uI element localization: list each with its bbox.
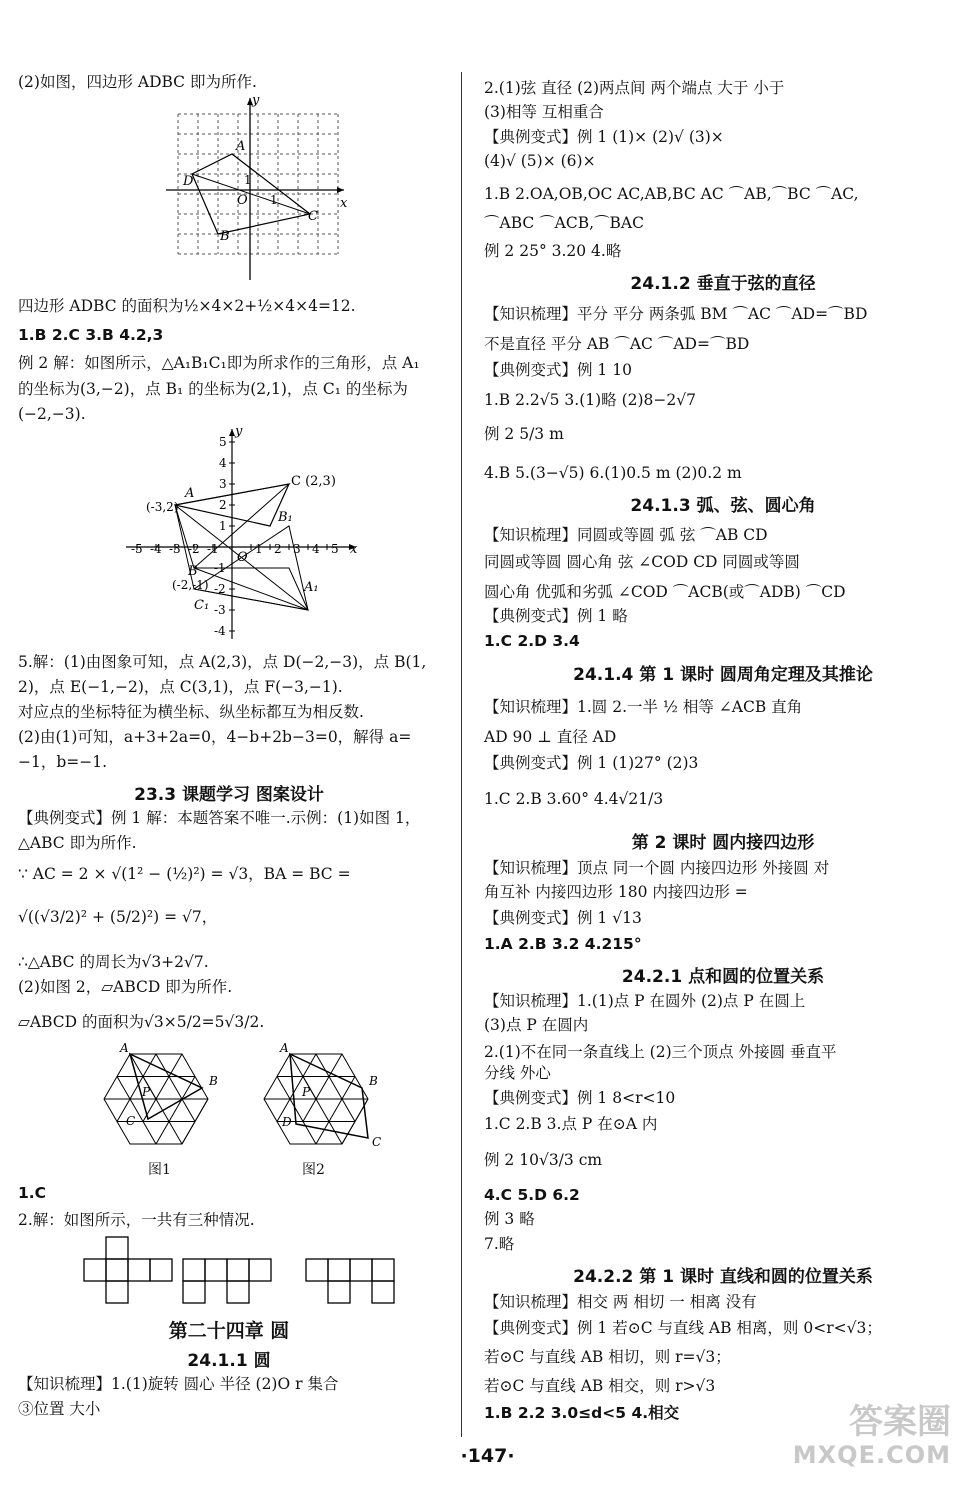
- answer-line: 1.B 2.2 3.0≤d<5 4.相交: [484, 1404, 680, 1422]
- answer-line: 4.B 5.(3−√5) 6.(1)0.5 m (2)0.2 m: [484, 464, 742, 482]
- hex1-p-label: P: [142, 1085, 151, 1099]
- y-unit-label: 1: [244, 173, 252, 187]
- x-tick-label: 3: [293, 542, 301, 556]
- answer-line: 1.A 2.B 3.2 4.215°: [484, 935, 642, 953]
- section-heading: 24.1.4 第 1 课时 圆周角定理及其推论: [573, 665, 873, 685]
- y-tick-label: -3: [214, 603, 226, 617]
- hexagon-figure-1: [98, 1042, 228, 1162]
- y-tick-label: -2: [214, 582, 226, 596]
- hex2-a-label: A: [280, 1042, 289, 1055]
- text-line: 【典例变式】例 1 解：本题答案不唯一.示例：(1)如图 1，: [18, 809, 421, 827]
- text-line: 例 2 解：如图所示，△A₁B₁C₁即为所求作的三角形，点 A₁: [18, 354, 420, 372]
- x-tick-label: -3: [169, 542, 181, 556]
- point-b-label: B: [188, 564, 198, 579]
- chapter-heading: 第二十四章 圆: [168, 1320, 290, 1342]
- hex1-a-label: A: [120, 1042, 129, 1055]
- text-line: 2.(1)不在同一条直线上 (2)三个顶点 外接圆 垂直平: [484, 1043, 837, 1061]
- hex2-b-label: B: [369, 1074, 378, 1088]
- watermark-url: MXQE.COM: [792, 1441, 951, 1469]
- text-line: 对应点的坐标特征为横坐标、纵坐标都互为相反数.: [18, 703, 364, 721]
- figure-caption: 图1: [148, 1162, 171, 1178]
- text-line: (2)由(1)可知，a+3+2a=0，4−b+2b−3=0，解得 a=: [18, 728, 412, 746]
- y-tick-label: 4: [219, 456, 227, 470]
- text-line: 角互补 内接四边形 180 内接四边形 =: [484, 883, 748, 901]
- text-line: 【典例变式】例 1 (1)27° (2)3: [484, 754, 699, 772]
- hex1-c-label: C: [126, 1114, 136, 1128]
- coordinate-graph-adbc: [160, 92, 350, 282]
- text-line: 【典例变式】例 1 8<r<10: [484, 1089, 676, 1107]
- column-divider: [461, 72, 462, 1437]
- text-line: 【典例变式】例 1 √13: [484, 909, 642, 927]
- answer-line: 4.C 5.D 6.2: [484, 1186, 580, 1204]
- watermark: [793, 1403, 951, 1469]
- text-line: (−2,−3).: [18, 405, 86, 423]
- text-line: ⌒ABC ⌒ACB,⌒BAC: [484, 214, 644, 232]
- coordinate-graph-a1b1c1: [118, 425, 358, 645]
- x-tick-label: -2: [188, 542, 200, 556]
- text-line: 同圆或等圆 圆心角 弦 ∠COD CD 同圆或等圆: [484, 553, 800, 571]
- text-line: 【典例变式】例 1 若⊙C 与直线 AB 相离，则 0<r<√3；: [484, 1319, 882, 1337]
- origin-label: O: [237, 193, 248, 208]
- text-line: (3)相等 互相重合: [484, 103, 604, 121]
- section-heading: 24.2.1 点和圆的位置关系: [621, 967, 825, 987]
- y-tick-label: -4: [214, 624, 226, 638]
- text-line: 【知识梳理】同圆或等圆 弧 弦 ⌒AB CD: [484, 526, 768, 544]
- answer-line: 1.C 2.D 3.4: [484, 632, 580, 650]
- text-line: 例 2 5/3 m: [484, 425, 564, 443]
- x-tick-label: 2: [274, 542, 282, 556]
- answer-line: 1.B 2.2√5 3.(1)略 (2)8−2√7: [484, 391, 696, 409]
- answer-line: 1.C 2.B 3.点 P 在⊙A 内: [484, 1115, 658, 1133]
- hex2-p-label: P: [302, 1085, 311, 1099]
- cube-nets-figure: [78, 1234, 418, 1314]
- point-a-coord: (-3,2): [146, 500, 179, 514]
- section-heading: 24.1.1 圆: [187, 1351, 271, 1371]
- section-heading: 24.2.2 第 1 课时 直线和圆的位置关系: [573, 1267, 873, 1287]
- y-axis-label: y: [252, 93, 260, 108]
- x-axis-label: x: [350, 542, 358, 557]
- text-line: 【知识梳理】平分 平分 两条弧 BM ⌒AC ⌒AD=⌒BD: [484, 305, 868, 323]
- text-line: 2)，点 E(−1,−2)，点 C(3,1)，点 F(−3,−1).: [18, 678, 343, 696]
- answer-line: 1.C: [18, 1184, 47, 1202]
- answer-line: 1.C 2.B 3.60° 4.4√21/3: [484, 790, 664, 808]
- text-line: 分线 外心: [484, 1064, 551, 1082]
- text-line: (2)如图，四边形 ADBC 即为所作.: [18, 73, 257, 91]
- formula-line: ▱ABCD 的面积为√3×5/2=5√3/2.: [18, 1013, 265, 1031]
- answer-line: 1.B 2.OA,OB,OC AC,AB,BC AC ⌒AB,⌒BC ⌒AC,: [484, 185, 859, 203]
- point-a-label: A: [236, 139, 246, 154]
- text-line: (2)如图 2，▱ABCD 即为所作.: [18, 978, 233, 996]
- x-unit-label: 1: [270, 193, 278, 207]
- text-line: 7.略: [484, 1235, 515, 1253]
- x-tick-label: 1: [255, 542, 263, 556]
- text-line: △ABC 即为所作.: [18, 834, 137, 852]
- text-line: 【典例变式】例 1 略: [484, 607, 628, 625]
- y-tick-label: 2: [219, 498, 227, 512]
- y-tick-label: 5: [219, 435, 227, 449]
- text-line: 若⊙C 与直线 AB 相交，则 r>√3: [484, 1377, 716, 1395]
- text-line: 例 2 25° 3.20 4.略: [484, 242, 622, 260]
- section-heading: 24.1.2 垂直于弦的直径: [630, 274, 816, 294]
- figure-caption: 图2: [302, 1162, 325, 1178]
- text-line: AD 90 ⊥ 直径 AD: [484, 728, 617, 746]
- point-a-label: A: [185, 486, 195, 501]
- hex2-c-label: C: [372, 1135, 382, 1149]
- origin-label: O: [237, 550, 248, 565]
- text-line: 【知识梳理】相交 两 相切 一 相离 没有: [484, 1293, 757, 1311]
- text-line: 2.解：如图所示，一共有三种情况.: [18, 1211, 255, 1229]
- text-line: 【知识梳理】1.(1)点 P 在圆外 (2)点 P 在圆上: [484, 992, 806, 1010]
- y-tick-label: -1: [214, 561, 226, 575]
- text-line: 【典例变式】例 1 10: [484, 361, 632, 379]
- text-line: 例 3 略: [484, 1210, 535, 1228]
- point-c-label: C (2,3): [291, 474, 336, 489]
- section-heading: 23.3 课题学习 图案设计: [134, 785, 324, 805]
- text-line: ③位置 大小: [18, 1400, 101, 1418]
- point-c1-label: C₁: [194, 598, 210, 613]
- text-line: (3)点 P 在圆内: [484, 1016, 589, 1034]
- text-line: 不是直径 平分 AB ⌒AC ⌒AD=⌒BD: [484, 335, 750, 353]
- text-line: 的坐标为(3,−2)，点 B₁ 的坐标为(2,1)，点 C₁ 的坐标为: [18, 380, 408, 398]
- text-line: 2.(1)弦 直径 (2)两点间 两个端点 大于 小于: [484, 79, 785, 97]
- point-c-label: C: [308, 209, 318, 224]
- formula-line: ∵ AC = 2 × √(1² − (½)²) = √3，BA = BC =: [18, 865, 351, 883]
- text-line: 若⊙C 与直线 AB 相切，则 r=√3；: [484, 1348, 731, 1366]
- text-line: −1，b=−1.: [18, 753, 108, 771]
- x-tick-label: 4: [312, 542, 320, 556]
- x-tick-label: 5: [331, 542, 339, 556]
- section-heading: 24.1.3 弧、弦、圆心角: [630, 496, 816, 516]
- point-b-coord: (-2,-1): [172, 578, 209, 592]
- point-b1-label: B₁: [278, 510, 293, 525]
- watermark-text: 答案圈: [849, 1402, 951, 1442]
- point-d-label: D: [183, 174, 194, 189]
- point-a1-label: A₁: [304, 580, 319, 595]
- page-number: ·147·: [460, 1445, 515, 1467]
- x-axis-label: x: [340, 196, 348, 211]
- point-b-label: B: [220, 229, 230, 244]
- hex1-b-label: B: [209, 1074, 218, 1088]
- answer-line: 1.B 2.C 3.B 4.2,3: [18, 326, 164, 344]
- text-line: 圆心角 优弧和劣弧 ∠COD ⌒ACB(或⌒ADB) ⌒CD: [484, 583, 846, 601]
- text-line: 四边形 ADBC 的面积为½×4×2+½×4×4=12.: [18, 297, 356, 315]
- x-tick-label: -4: [150, 542, 162, 556]
- y-tick-label: 3: [219, 477, 227, 491]
- formula-line: √((√3/2)² + (5/2)²) = √7，: [18, 908, 218, 926]
- text-line: 【知识梳理】1.(1)旋转 圆心 半径 (2)O r 集合: [18, 1375, 339, 1393]
- section-heading: 第 2 课时 圆内接四边形: [631, 833, 815, 853]
- hexagon-figure-2: [258, 1042, 388, 1162]
- text-line: ∴△ABC 的周长为√3+2√7.: [18, 953, 209, 971]
- text-line: (4)√ (5)× (6)×: [484, 152, 596, 170]
- y-axis-label: y: [235, 425, 243, 439]
- text-line: 【知识梳理】1.圆 2.一半 ½ 相等 ∠ACB 直角: [484, 698, 803, 716]
- x-tick-label: -1: [207, 542, 219, 556]
- text-line: 【知识梳理】顶点 同一个圆 内接四边形 外接圆 对: [484, 859, 830, 877]
- text-line: 5.解：(1)由图象可知，点 A(2,3)，点 D(−2,−3)，点 B(1,: [18, 653, 427, 671]
- y-tick-label: 1: [219, 519, 227, 533]
- text-line: 例 2 10√3/3 cm: [484, 1151, 603, 1169]
- hex2-d-label: D: [282, 1115, 292, 1129]
- x-tick-label: -5: [131, 542, 143, 556]
- text-line: 【典例变式】例 1 (1)× (2)√ (3)×: [484, 128, 724, 146]
